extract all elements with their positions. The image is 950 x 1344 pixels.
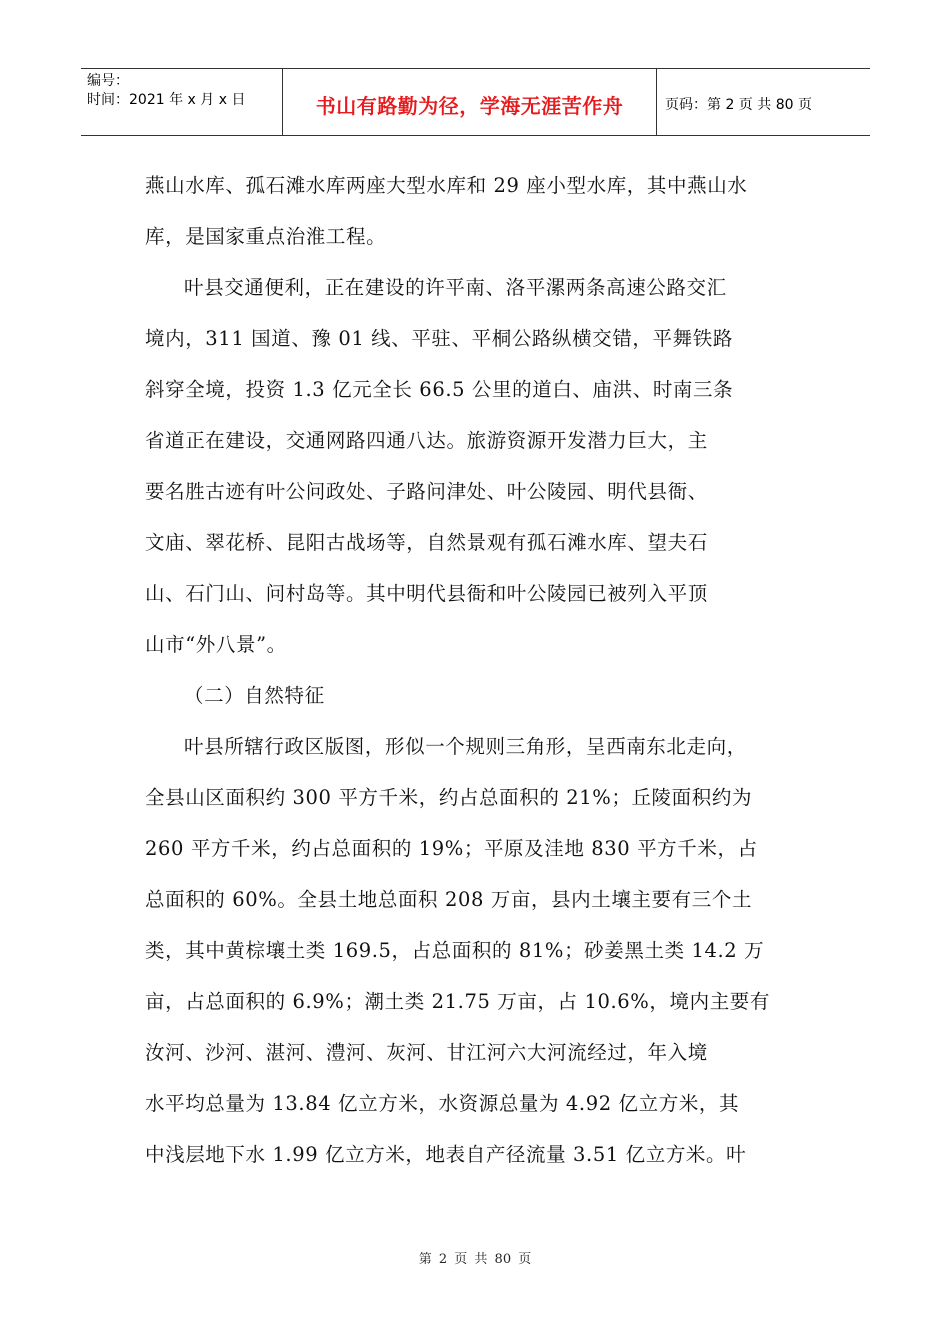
text-line: 要名胜古迹有叶公问政处、子路问津处、叶公陵园、明代县衙、: [145, 480, 708, 503]
text-line: 总面积的 60%。全县土地总面积 208 万亩，县内土壤主要有三个土: [145, 888, 753, 911]
page-footer: 第 2 页 共 80 页: [418, 1252, 532, 1267]
text-line: 水平均总量为 13.84 亿立方米，水资源总量为 4.92 亿立方米，其: [145, 1092, 740, 1115]
text-line: 叶县所辖行政区版图，形似一个规则三角形，呈西南东北走向，: [184, 735, 747, 758]
text-line: 境内，311 国道、豫 01 线、平驻、平桐公路纵横交错，平舞铁路: [145, 327, 733, 350]
text-line: 类，其中黄棕壤土类 169.5，占总面积的 81%；砂姜黑土类 14.2 万: [145, 939, 765, 962]
text-line: 文庙、翠花桥、昆阳古战场等，自然景观有孤石滩水库、望夫石: [145, 531, 708, 554]
header-meta: [81, 69, 283, 135]
text-line: 省道正在建设，交通网路四通八达。旅游资源开发潜力巨大，主: [145, 429, 708, 452]
document-time-label: 时间：2021 年 x 月 x 日: [87, 92, 246, 108]
header-motto: 书山有路勤为径，学海无涯苦作舟: [315, 93, 624, 118]
text-line: 斜穿全境，投资 1.3 亿元全长 66.5 公里的道白、庙洪、时南三条: [145, 378, 734, 401]
text-line: 260 平方千米，约占总面积的 19%；平原及洼地 830 平方千米，占: [145, 837, 758, 860]
text-line: 叶县交通便利，正在建设的许平南、洛平漯两条高速公路交汇: [184, 276, 727, 299]
text-line: 山市“外八景”。: [145, 633, 287, 656]
text-line: 全县山区面积约 300 平方千米，约占总面积的 21%；丘陵面积约为: [145, 786, 753, 809]
text-line: 汝河、沙河、湛河、澧河、灰河、甘江河六大河流经过，年入境: [145, 1041, 708, 1064]
section-heading: （二）自然特征: [184, 684, 325, 707]
document-number-label: 编号：: [87, 73, 129, 89]
header-page-info: 页码：第 2 页 共 80 页: [665, 97, 812, 113]
document-body: [145, 160, 815, 1180]
text-line: 山、石门山、问村岛等。其中明代县衙和叶公陵园已被列入平顶: [145, 582, 708, 605]
text-line: 中浅层地下水 1.99 亿立方米，地表自产径流量 3.51 亿立方米。叶: [145, 1143, 747, 1166]
text-line: 燕山水库、孤石滩水库两座大型水库和 29 座小型水库，其中燕山水: [145, 174, 748, 197]
page-header: [81, 68, 870, 136]
header-motto-cell: [283, 69, 657, 135]
text-line: 亩，占总面积的 6.9%；潮土类 21.75 万亩，占 10.6%，境内主要有: [145, 990, 771, 1013]
text-line: 库，是国家重点治淮工程。: [145, 225, 387, 248]
